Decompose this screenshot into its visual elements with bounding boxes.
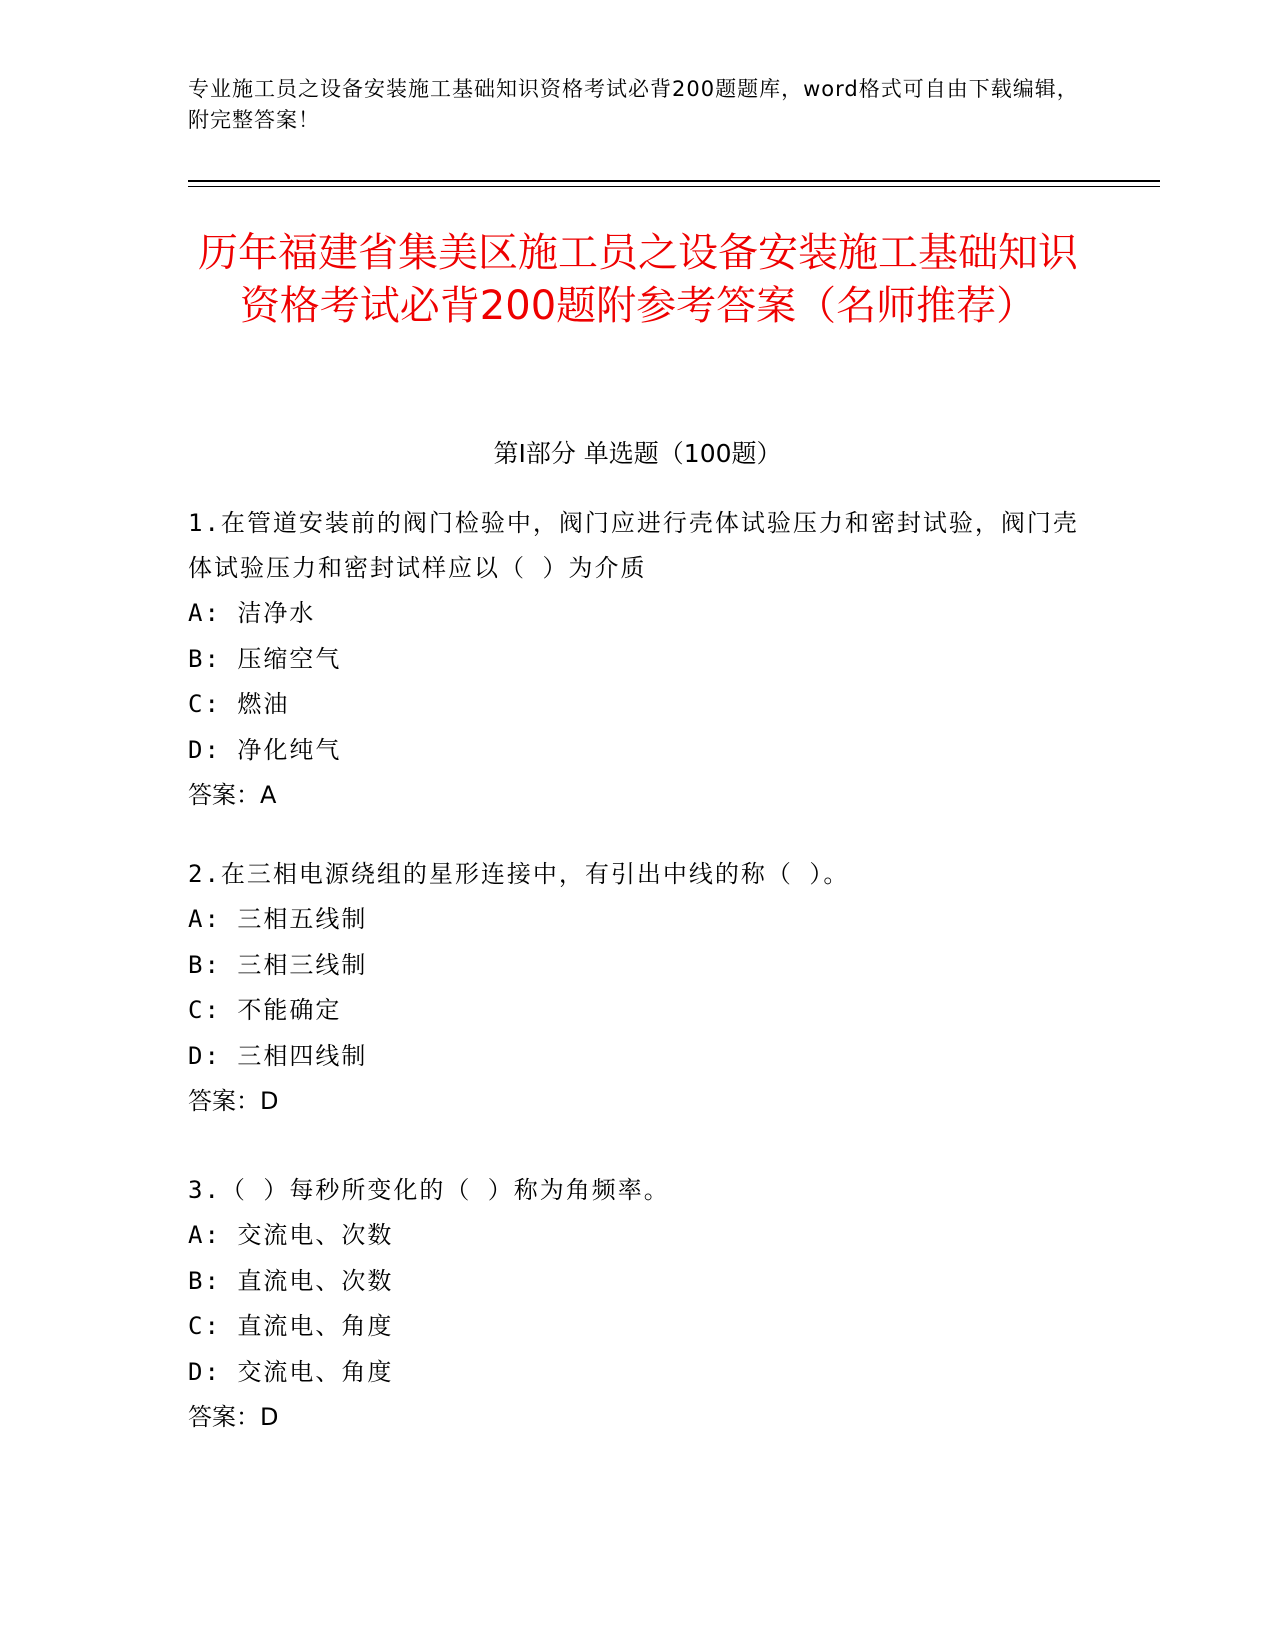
header-divider-thick [188,180,1160,182]
option-c: C: 不能确定 [188,996,342,1024]
section-title: 第Ⅰ部分 单选题（100题） [493,439,782,468]
document-title: 历年福建省集美区施工员之设备安装施工基础知识资格考试必背200题附参考答案（名师推荐） [198,230,1078,329]
question-stem: 2.在三相电源绕组的星形连接中，有引出中线的称（ ）。 [188,860,850,888]
option-b: B: 直流电、次数 [188,1266,394,1295]
option-b: B: 三相三线制 [188,950,368,979]
option-d: D: 交流电、角度 [188,1357,394,1386]
option-b: B: 压缩空气 [188,644,342,673]
option-a: A: 洁净水 [188,599,316,627]
answer-line: 答案：A [188,781,277,809]
question-block [188,852,1088,1125]
answer-line: 答案：D [188,1087,279,1115]
option-c: C: 燃油 [188,690,290,718]
header-note: 专业施工员之设备安装施工基础知识资格考试必背200题题库，word格式可自由下载编辑，附完整答案！ [188,77,1079,132]
option-c: C: 直流电、角度 [188,1312,394,1340]
option-a: A: 交流电、次数 [188,1221,394,1249]
question-stem: 3.（ ）每秒所变化的（ ）称为角频率。 [188,1176,670,1204]
header-divider-thin [188,186,1160,187]
option-d: D: 净化纯气 [188,735,342,764]
question-block [188,501,1088,819]
question-stem: 1.在管道安装前的阀门检验中，阀门应进行壳体试验压力和密封试验，阀门壳体试验压力和密封试样应以（ ）为介质 [188,509,1079,582]
question-block [188,1168,1088,1441]
option-d: D: 三相四线制 [188,1041,368,1070]
answer-line: 答案：D [188,1403,279,1431]
option-a: A: 三相五线制 [188,905,368,933]
